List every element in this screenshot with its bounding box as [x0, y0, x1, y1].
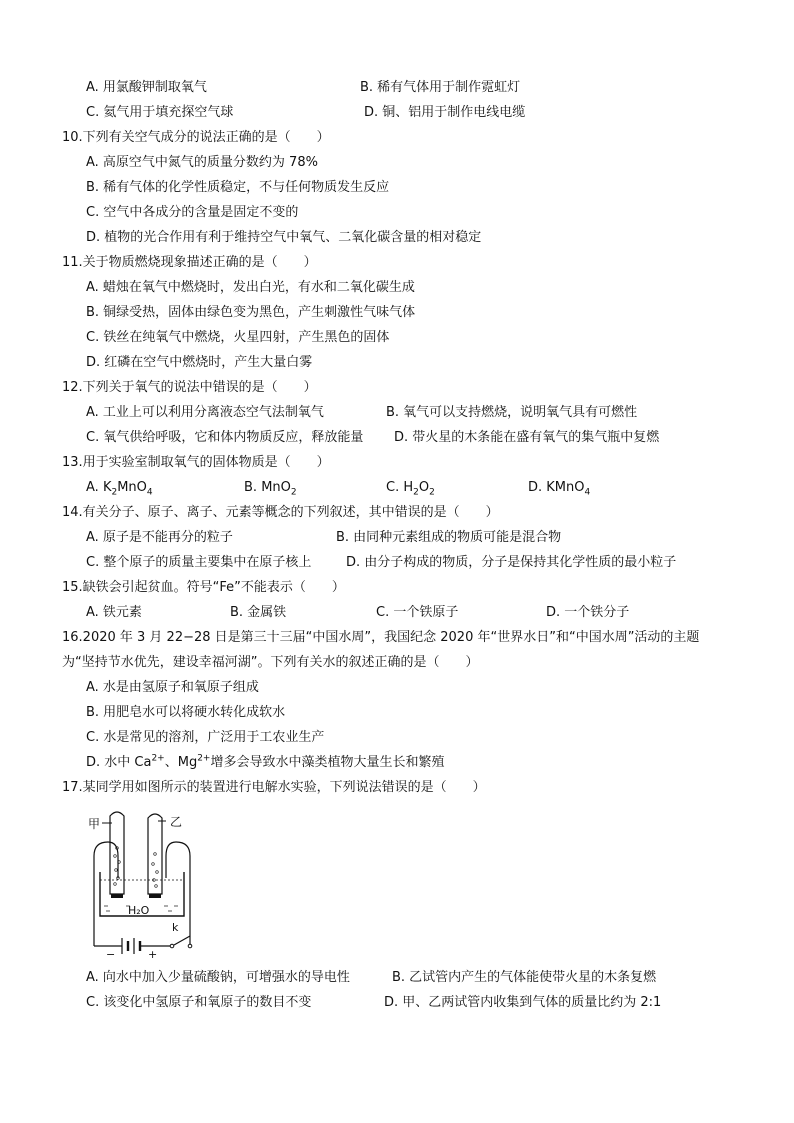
q16-option-a: A. 水是由氢原子和氧原子组成 [86, 680, 259, 695]
q13-d-sub1: 4 [584, 487, 591, 498]
q9-option-c: C. 氦气用于填充探空气球 [86, 105, 234, 120]
q16-option-b: B. 用肥皂水可以将硬水转化成软水 [86, 705, 286, 720]
q14-stem: 14.有关分子、原子、离子、元素等概念的下列叙述，其中错误的是（ ） [62, 505, 499, 520]
q17-option-a: A. 向水中加入少量硫酸钠，可增强水的导电性 [86, 970, 350, 985]
electrode-jia [111, 894, 123, 898]
q14-option-a: A. 原子是不能再分的粒子 [86, 530, 233, 545]
q16-stem-line1: 16.2020 年 3 月 22−28 日是第三十三届“中国水周”，我国纪念 2020 年“世界水日”和“中国水周”活动的主题 [62, 630, 700, 645]
q13-c-part2: O [418, 480, 430, 495]
q9-option-a: A. 用氯酸钾制取氧气 [86, 80, 207, 95]
q16-option-d [86, 755, 445, 771]
q12-option-a: A. 工业上可以利用分离液态空气法制氧气 [86, 405, 324, 420]
q17-option-b: B. 乙试管内产生的气体能使带火星的木条复燃 [392, 970, 657, 985]
q17-option-d: D. 甲、乙两试管内收集到气体的质量比约为 2:1 [384, 995, 662, 1010]
q12-stem: 12.下列关于氧气的说法中错误的是（ ） [62, 380, 317, 395]
bubbles-yi [152, 853, 159, 888]
test-tube-jia [110, 812, 124, 894]
q14-option-c: C. 整个原子的质量主要集中在原子核上 [86, 555, 312, 570]
q15-option-b: B. 金属铁 [230, 605, 287, 620]
q13-option-d [528, 480, 590, 496]
bubbles-jia [114, 847, 121, 886]
q14-option-d: D. 由分子构成的物质，分子是保持其化学性质的最小粒子 [346, 555, 677, 570]
q13-c-label: C. [386, 480, 404, 495]
q13-c-sub1: 2 [413, 487, 419, 498]
electrode-yi [149, 894, 161, 898]
q13-c-part1: H [403, 480, 414, 495]
q10-option-c: C. 空气中各成分的含量是固定不变的 [86, 205, 299, 220]
q12-option-d: D. 带火星的木条能在盛有氧气的集气瓶中复燃 [394, 430, 660, 445]
positive-terminal-label: + [148, 948, 158, 960]
q11-option-b: B. 铜绿受热，固体由绿色变为黑色，产生刺激性气味气体 [86, 305, 416, 320]
q13-d-part1: KMnO [546, 480, 585, 495]
q16-stem-line2: 为“坚持节水优先，建设幸福河湖”。下列有关水的叙述正确的是（ ） [62, 655, 479, 670]
switch-lever [174, 936, 190, 945]
q12-option-c: C. 氧气供给呼吸，它和体内物质反应，释放能量 [86, 430, 364, 445]
q16-d-mid: 、Mg [164, 755, 198, 770]
q16-d-mg-charge: 2+ [197, 753, 211, 764]
negative-terminal-label: − [106, 948, 116, 960]
q15-option-c: C. 一个铁原子 [376, 605, 459, 620]
q11-option-a: A. 蜡烛在氧气中燃烧时，发出白光，有水和二氧化碳生成 [86, 280, 415, 295]
q14-option-b: B. 由同种元素组成的物质可能是混合物 [336, 530, 562, 545]
q13-a-label: A. [86, 480, 103, 495]
q13-a-sub2: 4 [146, 487, 153, 498]
q13-option-c [386, 480, 435, 496]
electrolysis-apparatus-figure [78, 808, 208, 960]
q13-stem: 13.用于实验室制取氧气的固体物质是（ ） [62, 455, 330, 470]
q13-b-part1: MnO [261, 480, 291, 495]
q10-stem: 10.下列有关空气成分的说法正确的是（ ） [62, 130, 330, 145]
q9-option-d: D. 铜、铝用于制作电线电缆 [364, 105, 526, 120]
q11-option-c: C. 铁丝在纯氧气中燃烧，火星四射，产生黑色的固体 [86, 330, 390, 345]
q11-option-d: D. 红磷在空气中燃烧时，产生大量白雾 [86, 355, 313, 370]
q10-option-a: A. 高原空气中氮气的质量分数约为 78% [86, 155, 318, 170]
q13-a-part2: MnO [117, 480, 147, 495]
q13-c-sub2: 2 [429, 487, 435, 498]
q16-d-pre: D. 水中 Ca [86, 755, 152, 770]
q13-b-label: B. [244, 480, 262, 495]
q16-option-c: C. 水是常见的溶剂，广泛用于工农业生产 [86, 730, 325, 745]
water-label: H₂O [128, 904, 150, 917]
q11-stem: 11.关于物质燃烧现象描述正确的是（ ） [62, 255, 317, 270]
q13-b-sub1: 2 [290, 487, 297, 498]
q10-option-d: D. 植物的光合作用有利于维持空气中氧气、二氧化碳含量的相对稳定 [86, 230, 482, 245]
q13-a-sub1: 2 [111, 487, 118, 498]
q12-option-b: B. 氧气可以支持燃烧，说明氧气具有可燃性 [386, 405, 638, 420]
test-tube-yi [148, 814, 162, 894]
tube-label-jia: 甲 [88, 817, 101, 831]
q17-option-c: C. 该变化中氢原子和氧原子的数目不变 [86, 995, 312, 1010]
q13-d-label: D. [528, 480, 547, 495]
q16-d-post: 增多会导致水中藻类植物大量生长和繁殖 [210, 755, 445, 770]
q15-stem: 15.缺铁会引起贫血。符号“Fe”不能表示（ ） [62, 580, 345, 595]
q15-option-d: D. 一个铁分子 [546, 605, 630, 620]
q13-option-b [244, 480, 297, 496]
q13-option-a [86, 480, 153, 496]
tube-label-yi: 乙 [170, 815, 183, 829]
switch-label: k [172, 921, 179, 934]
q15-option-a: A. 铁元素 [86, 605, 142, 620]
q17-stem: 17.某同学用如图所示的装置进行电解水实验，下列说法错误的是（ ） [62, 780, 486, 795]
q9-option-b: B. 稀有气体用于制作霓虹灯 [360, 80, 521, 95]
q10-option-b: B. 稀有气体的化学性质稳定，不与任何物质发生反应 [86, 180, 390, 195]
q16-d-ca-charge: 2+ [151, 753, 165, 764]
q13-a-part1: K [102, 480, 112, 495]
